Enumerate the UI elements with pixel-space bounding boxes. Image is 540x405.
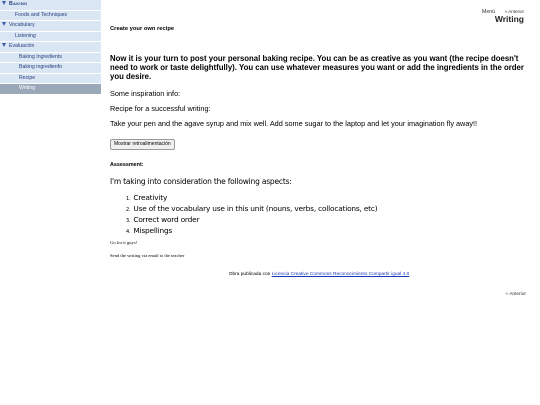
sidebar-item-vocabulary[interactable] [0, 21, 101, 32]
sidebar-item-foods-and-techniques[interactable] [0, 11, 101, 22]
expand-triangle-icon[interactable] [2, 43, 6, 47]
sidebar-item-baking-ingredients[interactable] [0, 53, 101, 64]
feedback-button[interactable]: Mostrar retroalimentación [110, 139, 175, 150]
list-item: 3. Correct word order [126, 215, 200, 224]
lead-paragraph: Now it is your turn to post your personal baking recipe. You can be as creative as you want (the recipe doesn't need to work or taste delightfully). You can use whatever measures you want or add the ingredients in the order you desire. [110, 54, 524, 81]
sidebar-item-label: Vocabulary [9, 22, 35, 28]
sidebar-item-recipe[interactable] [0, 74, 101, 85]
sidebar-item-evaluacion[interactable] [0, 42, 101, 53]
sidebar-item-label: Recipe [19, 74, 36, 81]
instructions-text: Take your pen and the agave syrup and mix well. Add some sugar to the laptop and let your imagination fly away!! [110, 119, 478, 128]
license-prefix: Obra publicada con [228, 272, 271, 277]
previous-link-bottom[interactable]: « Anterior [505, 292, 526, 297]
go-for-it-text: Go for it guys! [110, 240, 138, 245]
assessment-intro: I'm taking into consideration the following aspects: [110, 177, 292, 186]
sidebar-nav [0, 0, 101, 405]
top-navigation [406, 8, 526, 24]
recipe-line: Recipe for a successful writing: [110, 104, 211, 113]
send-email-text: Send the writing via email to the teacher [110, 253, 185, 258]
sidebar-item-label: Baking ingredienfo [19, 64, 62, 70]
section-heading: Create your own recipe [110, 26, 175, 32]
menu-link[interactable]: Menú [482, 9, 495, 15]
sidebar-item-baking-ingredienfo[interactable] [0, 63, 101, 74]
sidebar-item-label: Baking Ingredients [19, 53, 62, 60]
license-line [110, 272, 528, 277]
sidebar-item-label: Baking [9, 1, 28, 7]
main-content [110, 0, 528, 405]
assessment-label: Assessment: [110, 162, 144, 168]
previous-link[interactable]: « Anterior [504, 9, 524, 14]
list-item: 2. Use of the vocabulary use in this unit (nouns, verbs, collocations, etc) [126, 204, 378, 213]
sidebar-item-label: Listening [15, 32, 36, 39]
page-title: Writing [494, 14, 524, 24]
sidebar-item-baking[interactable] [0, 0, 101, 11]
sidebar-item-listening[interactable] [0, 32, 101, 43]
expand-triangle-icon[interactable] [2, 1, 6, 5]
list-item: 4. Mispellings [126, 226, 173, 235]
sidebar-item-label: Writing [19, 85, 36, 91]
sidebar-item-writing[interactable] [0, 84, 101, 95]
list-item: 1. Creativity [126, 193, 168, 202]
license-link[interactable]: Licencia Creative Commons Reconocimiento Compartir igual 4.0 [271, 272, 410, 277]
expand-triangle-icon[interactable] [2, 22, 6, 26]
sidebar-item-label: Foods and Techniques [15, 11, 68, 18]
sidebar-item-label: Evaluación [9, 43, 35, 49]
inspiration-text: Some inspiration info: [110, 89, 181, 98]
